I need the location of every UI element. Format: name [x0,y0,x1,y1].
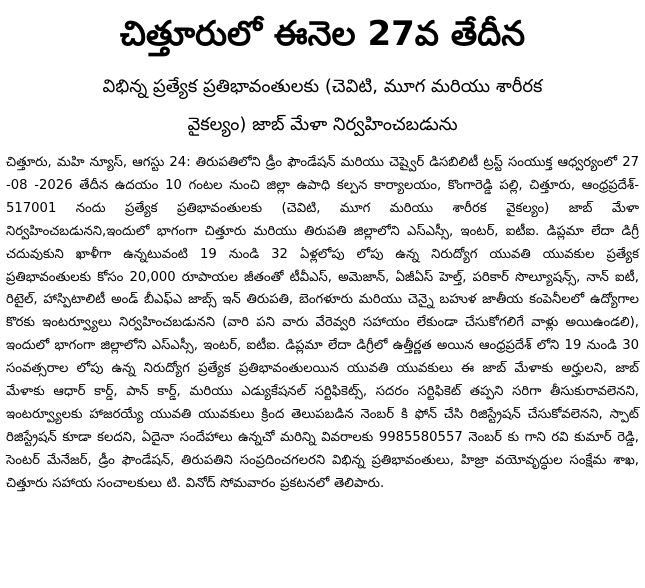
subheading-line: విభిన్న ప్రత్యేక ప్రతిభావంతులకు (చెవిటి, మూగ మరియు శారీరక [102,76,543,97]
article-body: చిత్తూరు, మహి న్యూస్, ఆగస్టు 24: తిరుపతిలోని డ్రీం ఫౌండేషన్ మరియు చెష్వైర్ డిసబిలిటీ ట్రస్ట్ సంయుక్త ఆధ్వర్యంలో 27 -08 -2026 తేదీన ఉదయం 10 గంటల నుంచి జిల్లా ఉపాధి కల్పన కార్యాలయం, కొంగారెడ్డి పల్లి, చిత్తూరు, ఆంధ్రప్రదేశ్- 517001 నందు ప్రత్యేక ప్రతిభావంతులకు (చెవిటి, మూగ మరియు శారీరక వైకల్యం) జాబ్ మేళా నిర్వహించబడునని,ఇందులో భాగంగా చిత్తూరు మరియు తిరుపతి జిల్లాలోని ఎస్ఎస్సీ, ఇంటర్, ఐటీఐ. డిప్లమా లేదా డిగ్రీ చదువుకుని ఖాళీగా ఉన్నటువంటి 19 నుండి 32 ఏళ్లలోపు లోపు ఉన్న నిరుద్యోగ యువతి యువకుల ప్రత్యేక ప్రతిభావంతులకు కోసం 20,000 రూపాయల జీతంతో టీవీఎస్, అమెజాన్, ఏజీఏస్ హెల్త్, పరికార్ సొల్యూషన్స్, నాన్ ఐటీ, రిటైల్, హాస్పిటాలిటీ అండ్ బీఎఫ్ఎ జాబ్స్ ఇన్ తిరుపతి, బెంగళూరు మరియు చెన్నై బహుళ జాతీయ కంపెనీలలో ఉద్యోగాల కొరకు ఇంటర్వ్యూలు నిర్వహించబడునని (వారి పని వారు వేరెవ్వరి సహాయం లేకుండా చేసుకోగలిగే వాళ్లు అయిఉండలి), ఇందులో భాగంగా జిల్లాలోని ఎస్ఎస్సీ, ఇంటర్, ఐటీఐ. డిప్లమా లేదా డిగ్రీలో ఉత్తీర్ణత అయిన ఆంధ్రప్రదేశ్ లోని 19 నుండి 30 సంవత్సరాల లోపు ఉన్న నిరుద్యోగ ప్రత్యేక ప్రతిభావంతులయిన యువతి యువకులు ఈ జాబ్ మేళాకు అర్హులని, జాబ్ మేళాకు ఆధార్ కార్డ్, పాన్ కార్డ్, మరియు ఎడ్యుకేషనల్ సర్టిఫికెట్స్, సదరం సర్టిఫికెట్ తప్పని సరిగా తీసుకురావలెనని, ఇంటర్వ్యూలకు హాజరయ్యే యువతి యువకులు క్రింద తెలుపబడిన నెంబర్ కి ఫోన్ చేసి రిజిస్ట్రేషన్ చేసుకోవలెనని, స్పాట్ రిజిస్ట్రేషన్ కూడా కలదని, ఏదైనా సందేహాలు ఉన్నచో మరిన్ని వివరాలకు 9985580557 నెంబర్ కు గాని రవి కుమార్ రెడ్డి, సెంటర్ మేనేజర్, డ్రీం ఫౌండేషన్, తిరుపతిని సంప్రదించగలరని విభిన్న ప్రతిభావంతులు, హిజ్రా వయోవృద్ధుల సంక్షేమ శాఖ, చిత్తూరు సహాయ సంచాలకులు టి. వినోద్ సోమవారం ప్రకటనలో తెలిపారు. [6,155,639,491]
article-subheading [6,68,639,144]
subheading-line: వైకల్యం) జాబ్ మేళా నిర్వహించబడును [187,114,458,135]
article-headline: చిత్తూరులో ఈనెల 27వ తేదీన [119,14,526,54]
